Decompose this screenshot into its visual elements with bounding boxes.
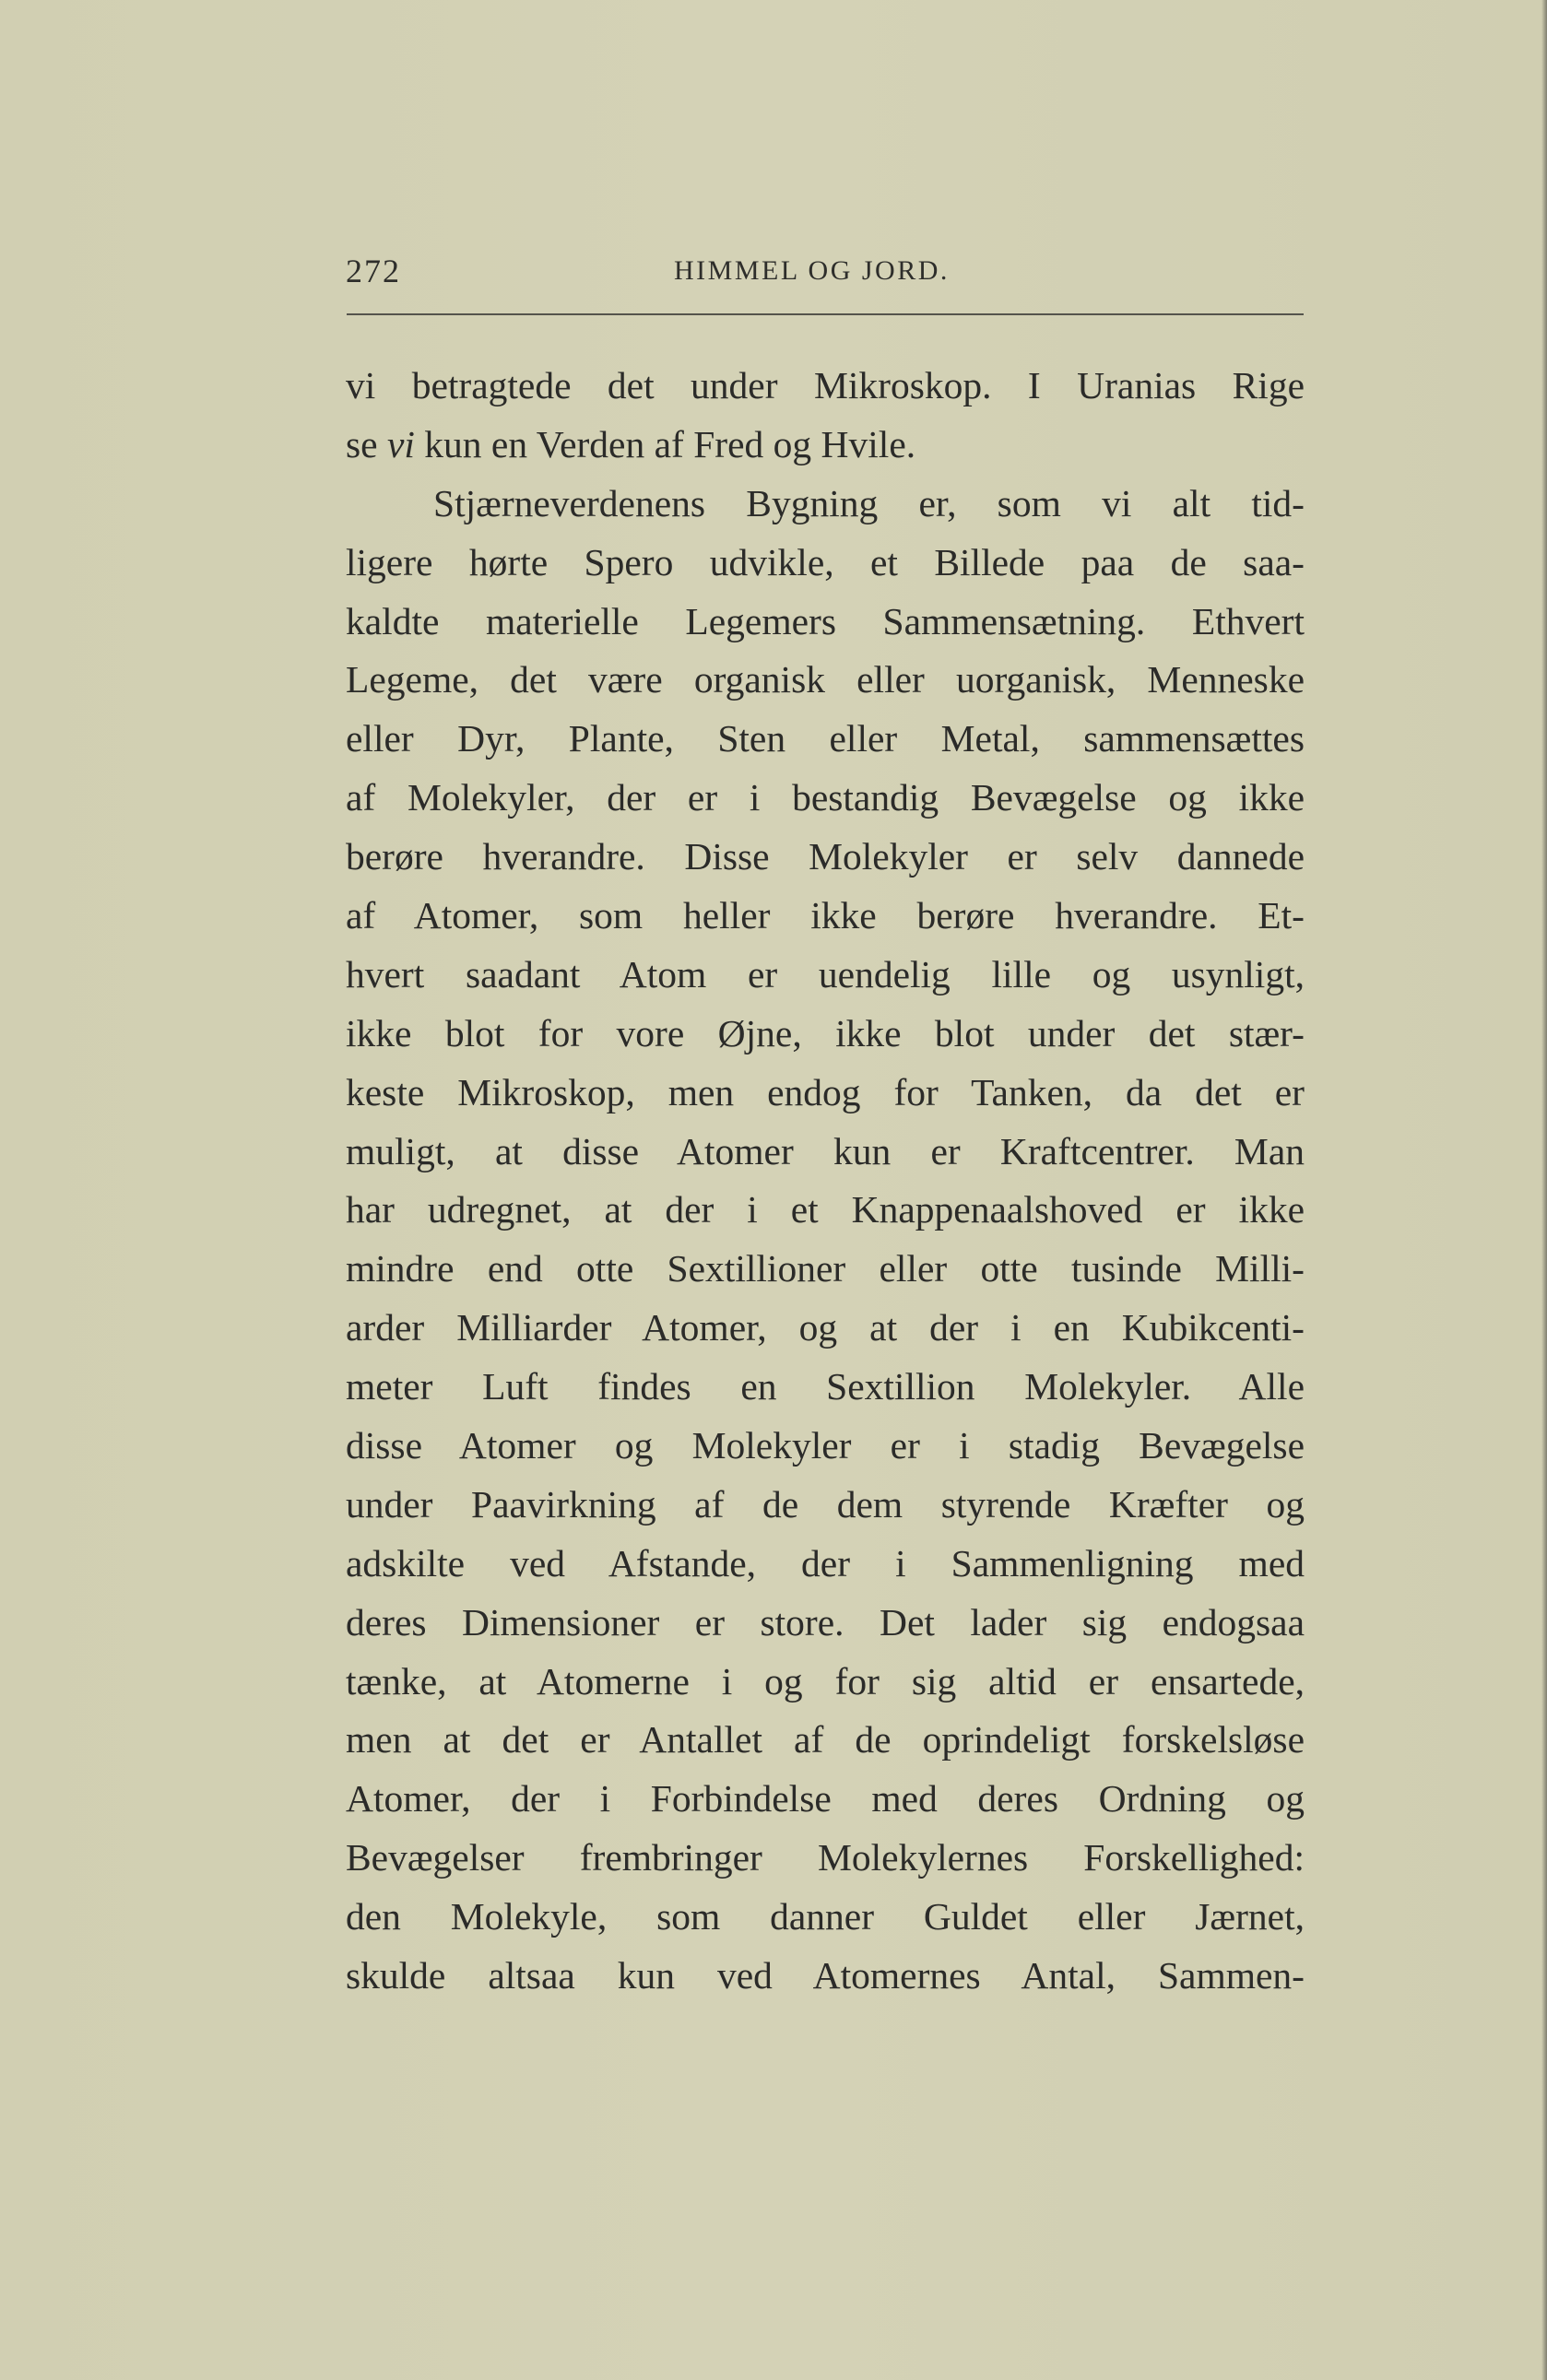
- text-line: meter Luft findes en Sextillion Molekyler. Alle: [346, 1365, 1305, 1408]
- text-line: disse Atomer og Molekyler er i stadig Bevægelse: [346, 1424, 1305, 1467]
- text-line: adskilte ved Afstande, der i Sammenligning med: [346, 1541, 1305, 1585]
- text-line: Atomer, der i Forbindelse med deres Ordning og: [346, 1777, 1305, 1820]
- text-line: muligt, at disse Atomer kun er Kraftcentrer. Man: [346, 1129, 1305, 1172]
- page-header: [346, 252, 1305, 298]
- text-line: Bevægelser frembringer Molekylernes Forskellighed:: [346, 1836, 1305, 1879]
- emphasis: vi: [386, 422, 415, 465]
- text-line: tænke, at Atomerne i og for sig altid er ensartede,: [346, 1659, 1305, 1703]
- text-line: berøre hverandre. Disse Molekyler er selv dannede: [346, 835, 1305, 878]
- text-line: vi betragtede det under Mikroskop. I Uranias Rige: [346, 364, 1305, 406]
- text-line: skulde altsaa kun ved Atomernes Antal, Sammen-: [346, 1954, 1305, 1997]
- header-rule: [347, 313, 1304, 315]
- text-line: hvert saadant Atom er uendelig lille og usynligt,: [346, 952, 1305, 996]
- page-number: 272: [346, 253, 401, 289]
- text-line: ligere hørte Spero udvikle, et Billede paa de saa-: [346, 540, 1305, 583]
- paragraph-first-line: Stjærneverdenens Bygning er, som vi alt tid-: [433, 481, 1305, 524]
- text-line: se vi kun en Verden af Fred og Hvile.: [346, 422, 916, 465]
- body-text: [346, 357, 1305, 2006]
- text-line: deres Dimensioner er store. Det lader sig endogsaa: [346, 1600, 1305, 1644]
- text-line: har udregnet, at der i et Knappenaalshoved er ikke: [346, 1188, 1305, 1231]
- text-line: arder Milliarder Atomer, og at der i en Kubikcenti-: [346, 1306, 1305, 1349]
- text-line: den Molekyle, som danner Guldet eller Jærnet,: [346, 1895, 1305, 1938]
- text-line: af Atomer, som heller ikke berøre hverandre. Et-: [346, 894, 1305, 937]
- text-line: eller Dyr, Plante, Sten eller Metal, sammensættes: [346, 717, 1305, 760]
- running-head: HIMMEL OG JORD.: [674, 255, 950, 286]
- text-line: af Molekyler, der er i bestandig Bevægelse og ikke: [346, 776, 1305, 819]
- text-line: Legeme, det være organisk eller uorganisk, Menneske: [346, 658, 1305, 701]
- text-line: kaldte materielle Legemers Sammensætning. Ethvert: [346, 599, 1305, 642]
- text-line: mindre end otte Sextillioner eller otte tusinde Milli-: [346, 1247, 1305, 1290]
- text-line: ikke blot for vore Øjne, ikke blot under det stær-: [346, 1011, 1305, 1055]
- page-edge-shadow: [1541, 0, 1547, 2380]
- text-line: under Paavirkning af de dem styrende Kræfter og: [346, 1482, 1305, 1526]
- text-line: keste Mikroskop, men endog for Tanken, da det er: [346, 1070, 1305, 1113]
- text-line: men at det er Antallet af de oprindeligt forskelsløse: [346, 1718, 1305, 1761]
